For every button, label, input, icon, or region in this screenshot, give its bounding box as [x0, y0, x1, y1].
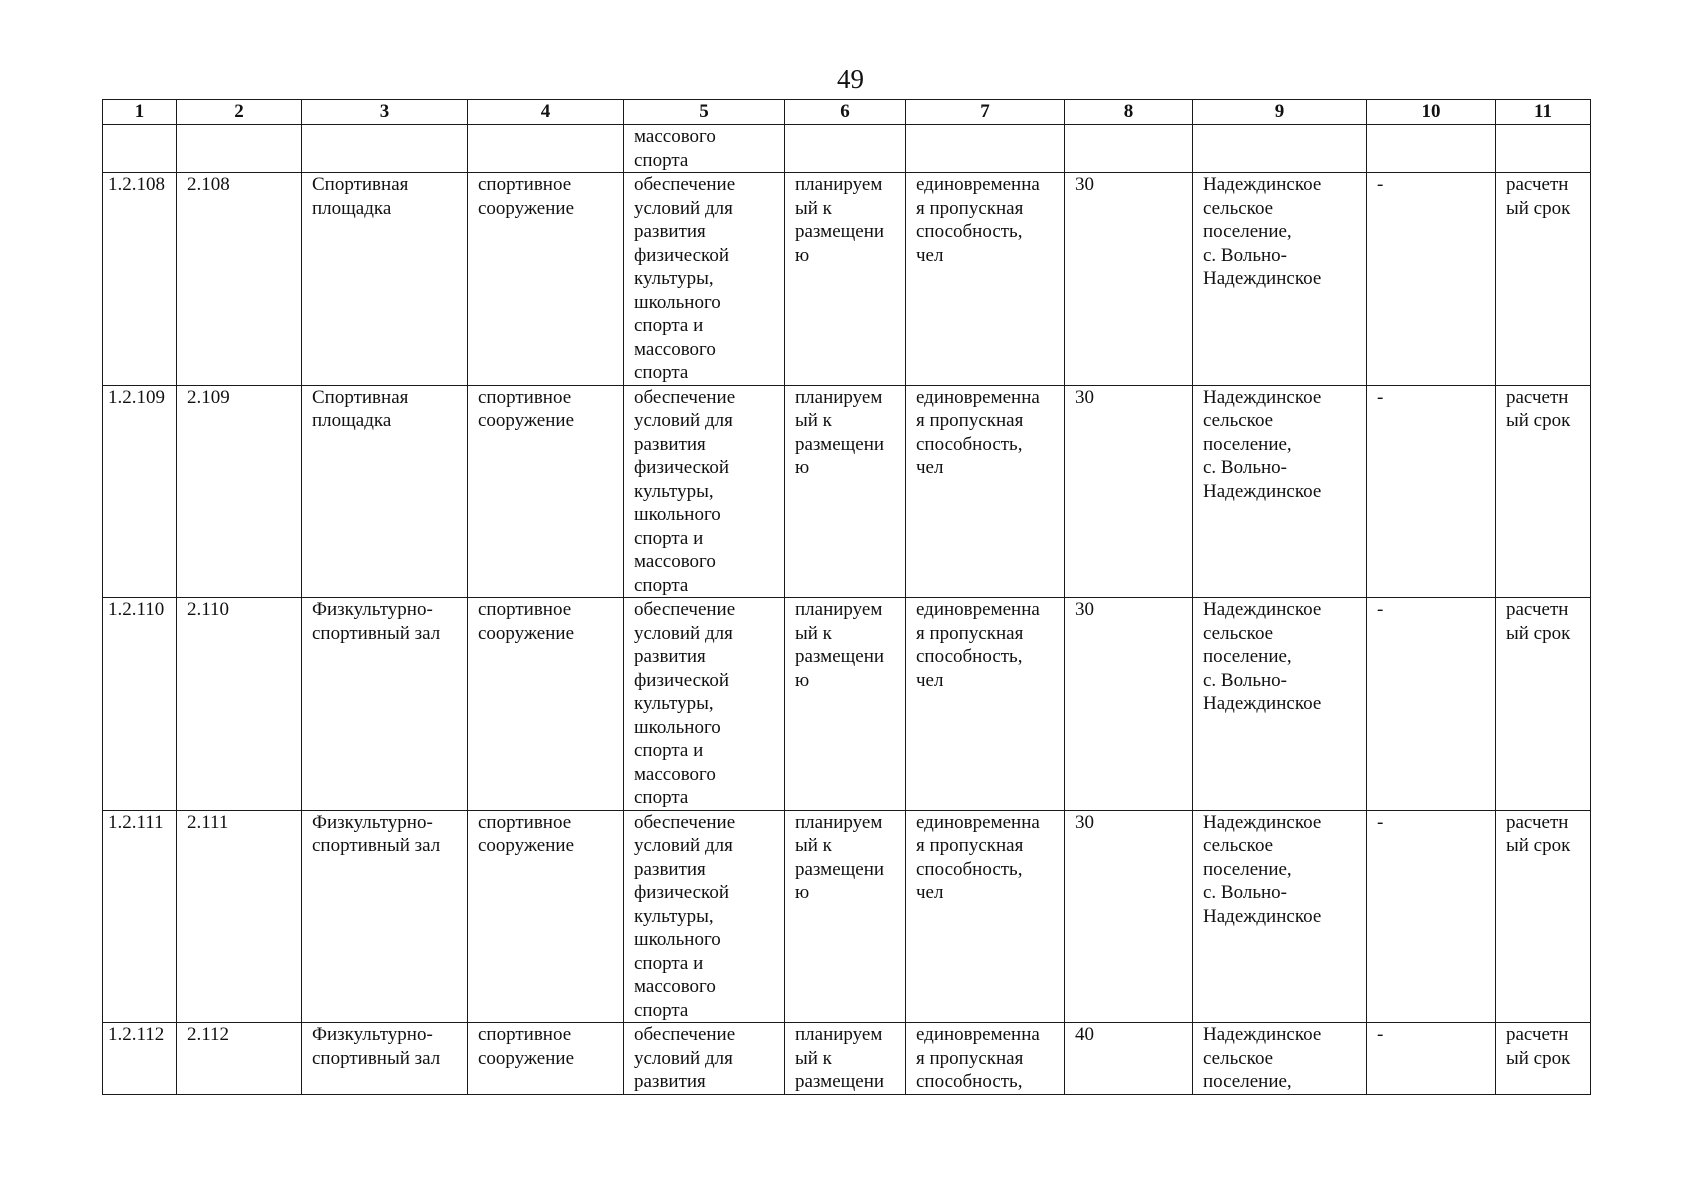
cell-line: способность, [916, 858, 1023, 880]
cell-line: школьного [634, 291, 721, 313]
cell-line: способность, [916, 433, 1023, 455]
cell-line: я пропускная [916, 835, 1024, 856]
cell-line: Надеждинское [1203, 480, 1322, 502]
cell-line: сооружение [478, 835, 575, 856]
table-row [103, 810, 1591, 1023]
cell-line: единовременна [916, 386, 1040, 408]
column-number-header: 2 [177, 100, 302, 125]
cell-line: планируем [795, 386, 883, 408]
object-type-cell [468, 810, 624, 1023]
cell-line: размещени [795, 646, 885, 667]
cell-line: физической [634, 457, 729, 478]
cell-line: я пропускная [916, 622, 1024, 644]
cell-line: размещени [795, 433, 885, 455]
cell-line: ый к [795, 1047, 832, 1069]
cell-line: единовременна [916, 174, 1040, 195]
cell-line: Спортивная [312, 386, 409, 408]
column-number-header-row [103, 100, 1591, 125]
cell-line: спортивное [478, 599, 572, 620]
cell-line: размещени [795, 858, 885, 880]
cell-line: Надеждинское [1203, 1024, 1322, 1045]
cell-line: ый срок [1506, 622, 1571, 644]
cell-line: обеспечение [634, 174, 736, 195]
cell-line: с. Вольно- [1203, 669, 1287, 691]
value-cell: 30 [1065, 173, 1193, 386]
cell-line: с. Вольно- [1203, 457, 1287, 478]
term-cell [1496, 598, 1591, 811]
table-row [103, 173, 1591, 386]
cell-line: спорта [634, 787, 689, 808]
cell-line: спортивное [478, 811, 572, 833]
cell-line: спортивное [478, 1024, 572, 1045]
column-number-header: 1 [103, 100, 177, 125]
table-cell [103, 125, 177, 173]
value-cell: 40 [1065, 1023, 1193, 1095]
cell-line: спорта [634, 362, 689, 383]
cell-line: чел [916, 244, 944, 266]
cell-line: спорта и [634, 527, 704, 549]
cell-line: школьного [634, 716, 721, 738]
cell-line: ый срок [1506, 1047, 1571, 1069]
cell-line: ю [795, 457, 810, 478]
column-number-header: 6 [785, 100, 906, 125]
purpose-cell [624, 598, 785, 811]
cell-line: условий для [634, 1047, 733, 1069]
value-cell: 30 [1065, 598, 1193, 811]
cell-line: школьного [634, 929, 721, 950]
cell-line: массового [634, 338, 716, 360]
table-row [103, 1023, 1591, 1095]
cell-line: школьного [634, 504, 721, 525]
cell-line: я пропускная [916, 410, 1024, 431]
cell-line: сооружение [478, 622, 575, 644]
cell-line: Надеждинское [1203, 693, 1322, 714]
cell-line: культуры, [634, 905, 714, 927]
cell-line: я пропускная [916, 1047, 1024, 1069]
term-cell [1496, 1023, 1591, 1095]
cell-line: условий для [634, 197, 733, 219]
cell-line: массового [634, 126, 716, 147]
cell-line: культуры, [634, 480, 714, 502]
cell-line: поселение, [1203, 858, 1292, 880]
cell-line: поселение, [1203, 221, 1292, 242]
object-number-cell: 1.2.108 [103, 173, 177, 386]
zone-cell: - [1367, 1023, 1496, 1095]
page-number: 49 [837, 64, 864, 94]
column-number-header: 11 [1496, 100, 1591, 125]
purpose-cell [624, 173, 785, 386]
table-cell [302, 125, 468, 173]
cell-line: расчетн [1506, 174, 1569, 195]
cell-line: планируем [795, 1024, 883, 1045]
cell-line: единовременна [916, 599, 1040, 620]
cell-line: ый срок [1506, 835, 1571, 856]
cell-line: спорта [634, 149, 689, 171]
cell-line: сельское [1203, 1047, 1274, 1069]
purpose-cell [624, 125, 785, 173]
object-name-cell [302, 173, 468, 386]
cell-line: обеспечение [634, 811, 736, 833]
cell-line: спортивный зал [312, 1047, 441, 1069]
column-number-header: 3 [302, 100, 468, 125]
cell-line: культуры, [634, 268, 714, 289]
column-number-header: 10 [1367, 100, 1496, 125]
cell-line: физической [634, 244, 729, 266]
term-cell [1496, 385, 1591, 598]
cell-line: расчетн [1506, 1024, 1569, 1045]
cell-line: ю [795, 669, 810, 691]
cell-line: сельское [1203, 835, 1274, 856]
cell-line: массового [634, 976, 716, 997]
cell-line: ый срок [1506, 197, 1571, 219]
cell-line: ый к [795, 835, 832, 856]
object-number-cell: 1.2.112 [103, 1023, 177, 1095]
status-cell [785, 598, 906, 811]
cell-line: сельское [1203, 410, 1274, 431]
cell-line: сельское [1203, 197, 1274, 219]
table-cell [468, 125, 624, 173]
cell-line: спортивный зал [312, 835, 441, 856]
cell-line: Надеждинское [1203, 386, 1322, 408]
cell-line: Физкультурно- [312, 811, 433, 833]
characteristic-cell [906, 1023, 1065, 1095]
cell-line: расчетн [1506, 599, 1569, 620]
cell-line: обеспечение [634, 386, 736, 408]
table-cell [906, 125, 1065, 173]
purpose-cell [624, 385, 785, 598]
location-cell [1193, 173, 1367, 386]
cell-line: ю [795, 882, 810, 903]
object-number-cell: 1.2.110 [103, 598, 177, 811]
cell-line: условий для [634, 622, 733, 644]
column-number-header: 5 [624, 100, 785, 125]
cell-line: чел [916, 457, 944, 478]
zone-cell: - [1367, 810, 1496, 1023]
cell-line: обеспечение [634, 1024, 736, 1045]
location-cell [1193, 1023, 1367, 1095]
cell-line: ый к [795, 410, 832, 431]
cell-line: Надеждинское [1203, 905, 1322, 927]
cell-line: развития [634, 646, 706, 667]
object-name-cell [302, 810, 468, 1023]
cell-line: размещени [795, 1071, 885, 1092]
table-cell [177, 125, 302, 173]
cell-line: Физкультурно- [312, 599, 433, 620]
cell-line: спортивный зал [312, 622, 441, 644]
cell-line: Надеждинское [1203, 268, 1322, 289]
cell-line: площадка [312, 197, 392, 219]
value-cell: 30 [1065, 810, 1193, 1023]
objects-table [102, 99, 1591, 1095]
cell-line: спортивное [478, 386, 572, 408]
purpose-cell [624, 1023, 785, 1095]
characteristic-cell [906, 810, 1065, 1023]
cell-line: спорта и [634, 740, 704, 761]
cell-line: развития [634, 221, 706, 242]
cell-line: сельское [1203, 622, 1274, 644]
location-cell [1193, 598, 1367, 811]
cell-line: поселение, [1203, 646, 1292, 667]
cell-line: я пропускная [916, 197, 1024, 219]
cell-line: расчетн [1506, 811, 1569, 833]
cell-line: сооружение [478, 1047, 575, 1069]
table-cell [1193, 125, 1367, 173]
zone-cell: - [1367, 385, 1496, 598]
map-number-cell: 2.112 [177, 1023, 302, 1095]
map-number-cell: 2.108 [177, 173, 302, 386]
cell-line: поселение, [1203, 1071, 1292, 1092]
cell-line: единовременна [916, 811, 1040, 833]
cell-line: единовременна [916, 1024, 1040, 1045]
cell-line: ый срок [1506, 410, 1571, 431]
column-number-header: 4 [468, 100, 624, 125]
continuation-row [103, 125, 1591, 173]
cell-line: поселение, [1203, 433, 1292, 455]
cell-line: спортивное [478, 174, 572, 195]
column-number-header: 9 [1193, 100, 1367, 125]
cell-line: расчетн [1506, 386, 1569, 408]
location-cell [1193, 385, 1367, 598]
status-cell [785, 173, 906, 386]
map-number-cell: 2.110 [177, 598, 302, 811]
map-number-cell: 2.111 [177, 810, 302, 1023]
cell-line: сооружение [478, 197, 575, 219]
object-number-cell: 1.2.109 [103, 385, 177, 598]
table-cell [1065, 125, 1193, 173]
table-row [103, 598, 1591, 811]
cell-line: сооружение [478, 410, 575, 431]
object-type-cell [468, 385, 624, 598]
cell-line: чел [916, 669, 944, 691]
cell-line: способность, [916, 646, 1023, 667]
cell-line: чел [916, 882, 944, 903]
object-type-cell [468, 173, 624, 386]
cell-line: массового [634, 763, 716, 785]
cell-line: обеспечение [634, 599, 736, 620]
status-cell [785, 810, 906, 1023]
cell-line: массового [634, 551, 716, 572]
object-name-cell [302, 1023, 468, 1095]
cell-line: развития [634, 858, 706, 880]
cell-line: способность, [916, 1071, 1023, 1092]
cell-line: планируем [795, 174, 883, 195]
cell-line: планируем [795, 599, 883, 620]
cell-line: Физкультурно- [312, 1024, 433, 1045]
cell-line: спорта и [634, 315, 704, 336]
object-number-cell: 1.2.111 [103, 810, 177, 1023]
object-name-cell [302, 598, 468, 811]
cell-line: развития [634, 1071, 706, 1092]
cell-line: способность, [916, 221, 1023, 242]
status-cell [785, 385, 906, 598]
table-cell [785, 125, 906, 173]
term-cell [1496, 173, 1591, 386]
zone-cell: - [1367, 598, 1496, 811]
characteristic-cell [906, 598, 1065, 811]
characteristic-cell [906, 173, 1065, 386]
cell-line: спорта [634, 999, 689, 1021]
map-number-cell: 2.109 [177, 385, 302, 598]
cell-line: площадка [312, 410, 392, 431]
cell-line: условий для [634, 835, 733, 856]
cell-line: культуры, [634, 693, 714, 714]
location-cell [1193, 810, 1367, 1023]
cell-line: Надеждинское [1203, 811, 1322, 833]
cell-line: ый к [795, 622, 832, 644]
cell-line: планируем [795, 811, 883, 833]
table-cell [1367, 125, 1496, 173]
object-type-cell [468, 1023, 624, 1095]
cell-line: развития [634, 433, 706, 455]
table-cell [1496, 125, 1591, 173]
cell-line: Спортивная [312, 174, 409, 195]
column-number-header: 8 [1065, 100, 1193, 125]
cell-line: размещени [795, 221, 885, 242]
cell-line: ю [795, 244, 810, 266]
cell-line: условий для [634, 410, 733, 431]
value-cell: 30 [1065, 385, 1193, 598]
cell-line: с. Вольно- [1203, 882, 1287, 903]
term-cell [1496, 810, 1591, 1023]
zone-cell: - [1367, 173, 1496, 386]
cell-line: физической [634, 669, 729, 691]
column-number-header: 7 [906, 100, 1065, 125]
table-row [103, 385, 1591, 598]
cell-line: ый к [795, 197, 832, 219]
cell-line: спорта [634, 574, 689, 596]
cell-line: Надеждинское [1203, 599, 1322, 620]
status-cell [785, 1023, 906, 1095]
object-type-cell [468, 598, 624, 811]
cell-line: спорта и [634, 952, 704, 974]
purpose-cell [624, 810, 785, 1023]
cell-line: Надеждинское [1203, 174, 1322, 195]
cell-line: с. Вольно- [1203, 244, 1287, 266]
object-name-cell [302, 385, 468, 598]
characteristic-cell [906, 385, 1065, 598]
cell-line: физической [634, 882, 729, 903]
